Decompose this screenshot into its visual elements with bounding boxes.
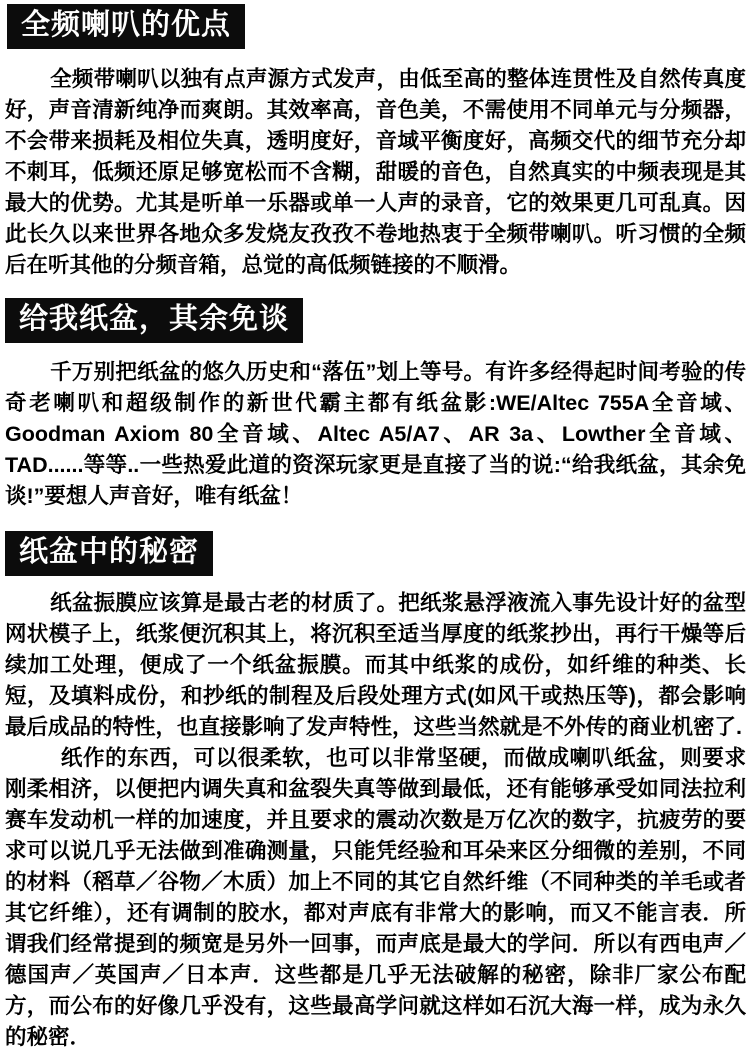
section-title: 全频喇叭的优点 — [21, 9, 232, 41]
paragraph: 千万别把纸盆的悠久历史和“落伍”划上等号。有许多经得起时间考验的传奇老喇叭和超级制作的新世代霸主都有纸盆影:WE/Altec 755A全音域、Goodman Axiom 80全音域、Altec A5/A7、AR 3a、Lowther全音域、TAD......等等..一些热爱此道的资深玩家更是直接了当的说:“给我纸盆，其余免谈!”要想人声音好，唯有纸盆！ — [5, 360, 746, 508]
section-fullrange-advantages — [5, 2, 746, 281]
paragraph: 纸盆振膜应该算是最古老的材质了。把纸浆悬浮液流入事先设计好的盆型网状模子上，纸浆便沉积其上，将沉积至适当厚度的纸浆抄出，再行干燥等后续加工处理，便成了一个纸盆振膜。而其中纸浆的成份，如纤维的种类、长短，及填料成份，和抄纸的制程及后段处理方式(如风干或热压等)，都会影响最后成品的特性，也直接影响了发声特性，这些当然就是不外传的商业机密了. — [5, 591, 746, 739]
section-paper-cone-secret — [5, 512, 746, 1053]
section-title: 纸盆中的秘密 — [19, 536, 200, 568]
paragraph: 全频带喇叭以独有点声源方式发声，由低至高的整体连贯性及自然传真度好，声音清新纯净而爽朗。其效率高，音色美，不需使用不同单元与分频器，不会带来损耗及相位失真，透明度好，音域平衡度好，高频交代的细节充分却不刺耳，低频还原足够宽松而不含糊，甜暖的音色，自然真实的中频表现是其最大的优势。尤其是听单一乐器或单一人声的录音，它的效果更几可乱真。因此长久以来世界各地众多发烧友孜孜不卷地热衷于全频带喇叭。听习惯的全频后在听其他的分频音箱，总觉的高低频链接的不顺滑。 — [5, 67, 746, 277]
section-title-bar — [5, 298, 303, 343]
section-title-bar — [5, 531, 213, 576]
paragraph: 纸作的东西，可以很柔软，也可以非常坚硬，而做成喇叭纸盆，则要求刚柔相济，以便把内调失真和盆裂失真等做到最低，还有能够承受如同法拉利赛车发动机一样的加速度，并且要求的震动次数是万亿次的数字，抗疲劳的要求可以说几乎无法做到准确测量，只能凭经验和耳朵来区分细微的差别，不同的材料（稻草／谷物／木质）加上不同的其它自然纤维（不同种类的羊毛或者其它纤维），还有调制的胶水，都对声底有非常大的影响，而又不能言表．所谓我们经常提到的频宽是另外一回事，而声底是最大的学问．所以有西电声／德国声／英国声／日本声．这些都是几乎无法破解的秘密，除非厂家公布配方，而公布的好像几乎没有，这些最高学问就这样如石沉大海一样，成为永久的秘密． — [5, 746, 746, 1049]
section-title: 给我纸盆，其余免谈 — [19, 303, 290, 335]
section-paper-cone-only — [5, 281, 746, 512]
section-title-bar — [7, 4, 245, 49]
